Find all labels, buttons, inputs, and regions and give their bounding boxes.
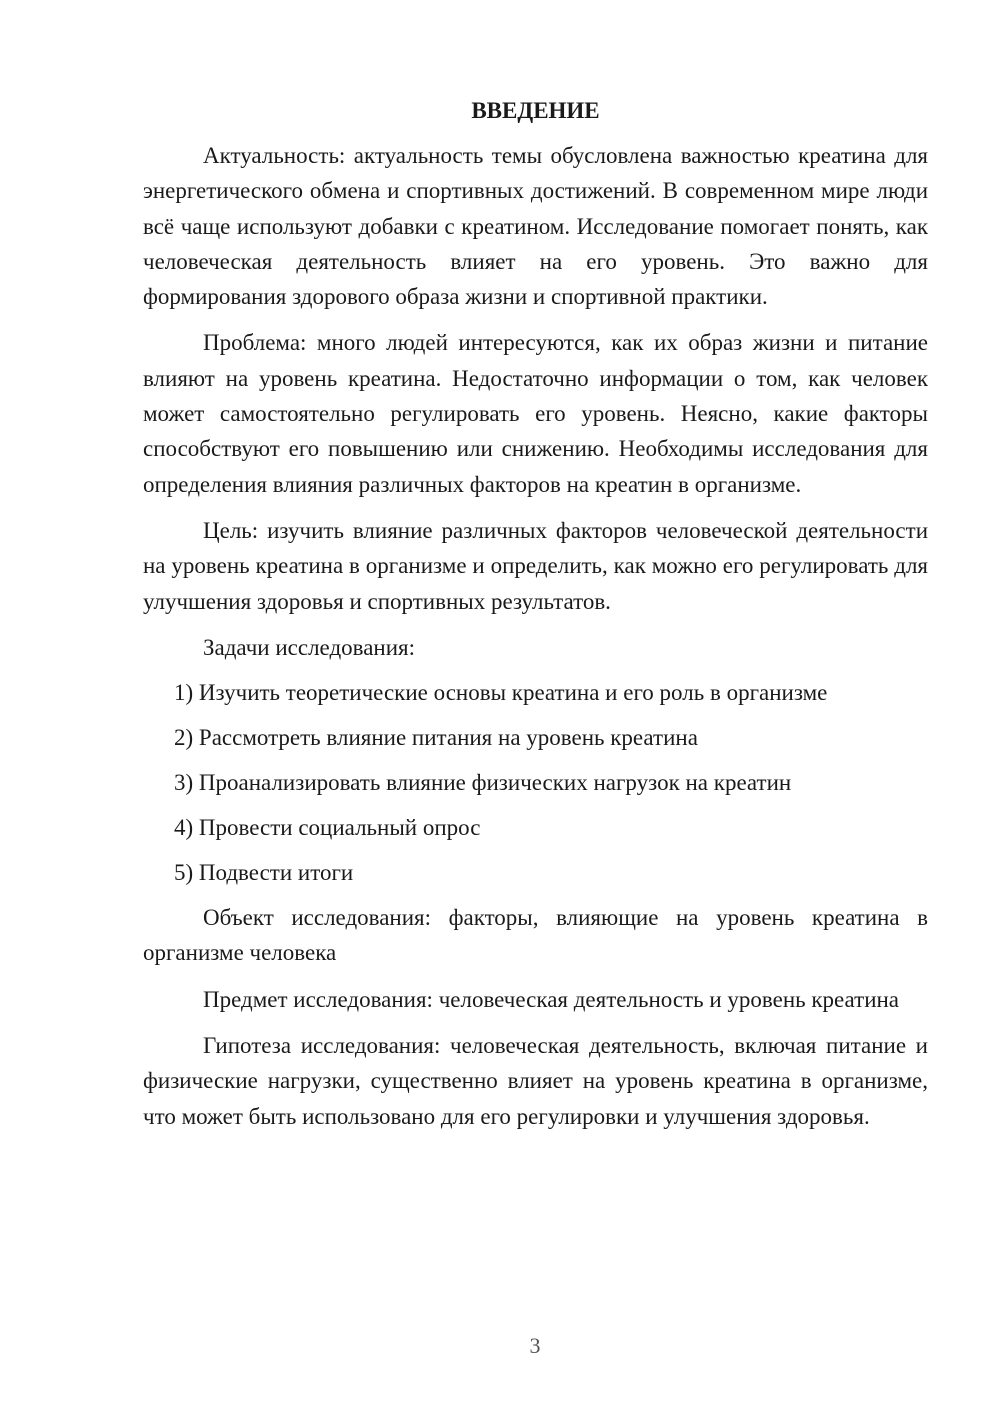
page-content bbox=[143, 96, 928, 1145]
tasks-list bbox=[143, 675, 928, 890]
task-item: 3) Проанализировать влияние физических нагрузок на креатин bbox=[174, 770, 792, 796]
task-item: 2) Рассмотреть влияние питания на уровень креатина bbox=[174, 725, 698, 751]
relevance-paragraph: Актуальность: актуальность темы обусловлена важностью креатина для энергетического обмена и спортивных достижений. В современном мире люди всё чаще используют добавки с креатином. Исследование помогает понять, как человеческая деятельность влияет на его уровень. Это важно для формирования здорового образа жизни и спортивной практики. bbox=[143, 143, 928, 310]
subject-paragraph: Предмет исследования: человеческая деятельность и уровень креатина bbox=[203, 986, 900, 1012]
goal-paragraph: Цель: изучить влияние различных факторов человеческой деятельности на уровень креатина в организме и определить, как можно его регулировать для улучшения здоровья и спортивных результатов. bbox=[143, 517, 928, 614]
object-paragraph: Объект исследования: факторы, влияющие на уровень креатина в организме человека bbox=[143, 905, 928, 966]
problem-paragraph: Проблема: много людей интересуются, как их образ жизни и питание влияют на уровень креатина. Недостаточно информации о том, как человек может самостоятельно регулировать его уровень. Неясно, какие факторы способствуют его повышению или снижению. Необходимы исследования для определения влияния различных факторов на креатин в организме. bbox=[143, 330, 928, 497]
page-number: 3 bbox=[529, 1333, 541, 1358]
task-item: 1) Изучить теоретические основы креатина и его роль в организме bbox=[174, 680, 828, 706]
task-item: 4) Провести социальный опрос bbox=[174, 815, 481, 841]
hypothesis-paragraph: Гипотеза исследования: человеческая деятельность, включая питание и физические нагрузки, существенно влияет на уровень креатина в организме, что может быть использовано для его регулировки и улучшения здоровья. bbox=[143, 1033, 928, 1129]
page-title: ВВЕДЕНИЕ bbox=[471, 98, 600, 123]
task-item: 5) Подвести итоги bbox=[174, 860, 354, 886]
tasks-heading: Задачи исследования: bbox=[203, 634, 416, 660]
